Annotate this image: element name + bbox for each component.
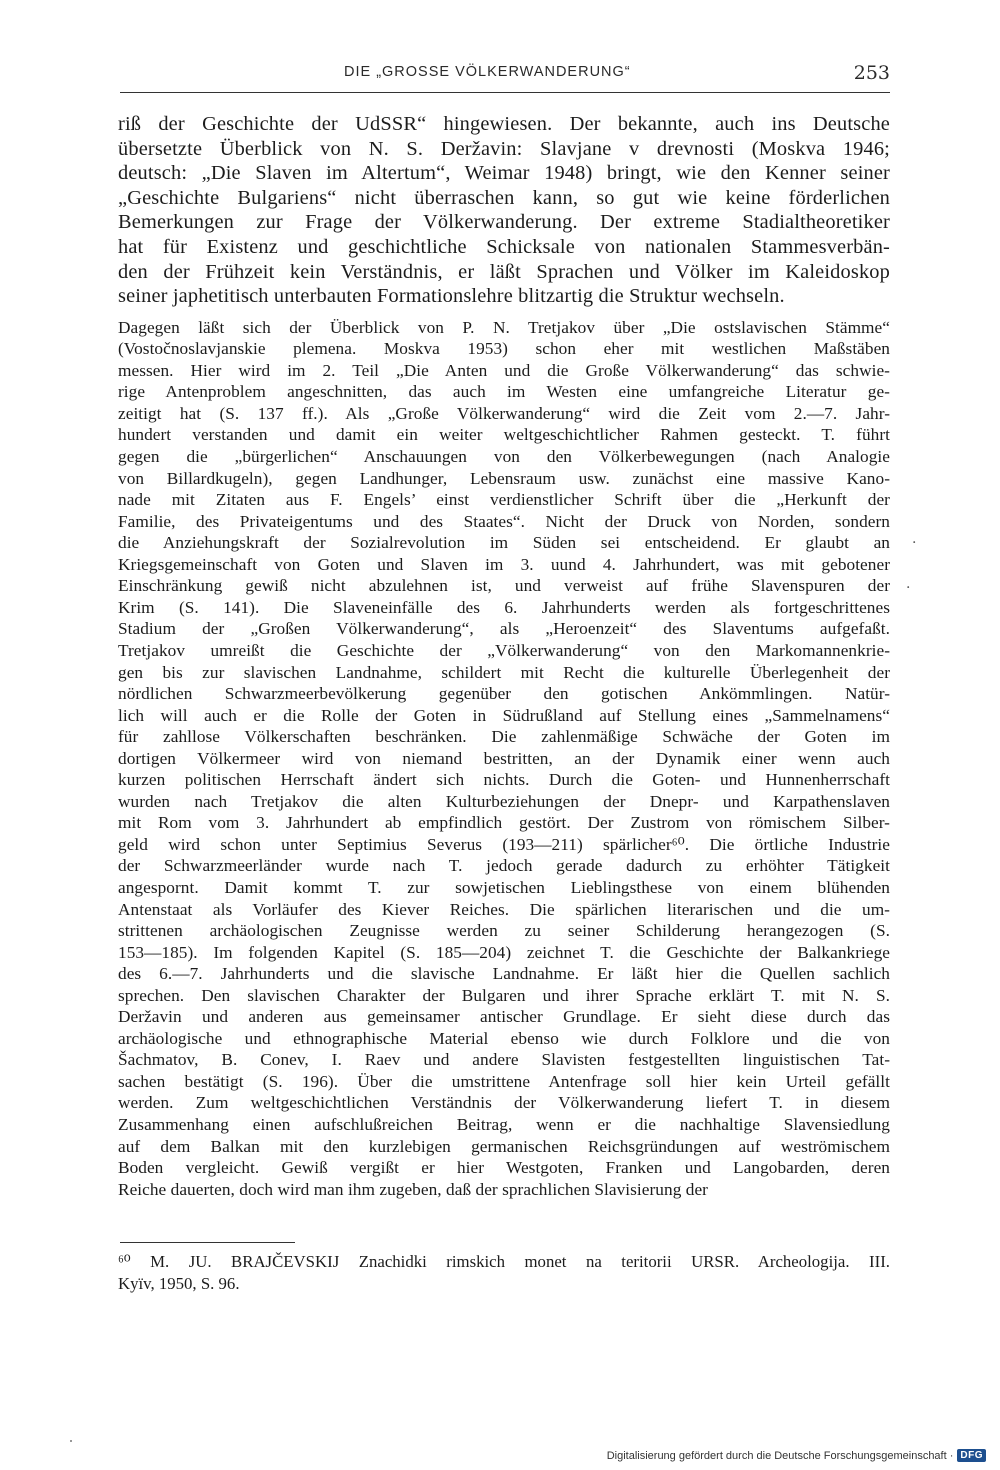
body-text — [118, 112, 890, 1200]
text-line: Bemerkungen zur Frage der Völkerwanderung. Der extreme Stadialtheoretiker — [118, 211, 890, 234]
text-line: für zahllose Völkerschaften beschränken. Die zahlenmäßige Schwäche der Goten im — [118, 727, 890, 747]
text-line: Antenstaat als Vorläufer des Kiever Reiches. Die spärlichen literarischen und die um- — [118, 899, 890, 919]
text-line: Šachmatov, B. Conev, I. Raev und andere Slavisten festgestellten linguistischen Tat- — [118, 1050, 890, 1070]
text-line: gen bis zur slavischen Landnahme, schildert mit Recht die kulturelle Überlegenheit der — [118, 662, 890, 682]
small-print-paragraph — [118, 317, 890, 1200]
text-line: Familie, des Privateigentums und des Staates“. Nicht der Druck von Norden, sondern — [118, 511, 890, 531]
text-line: sprechen. Den slavischen Charakter der Bulgaren und ihrer Sprache erklärt T. mit N. S. — [118, 985, 890, 1005]
text-line: archäologische und ethnographische Material ebenso wie durch Folklore und die von — [118, 1028, 890, 1048]
text-line: hundert verstanden und damit ein weiter weltgeschichtlicher Rahmen gesteckt. T. führt — [118, 425, 890, 445]
text-line: hat für Existenz und geschichtliche Schicksale von nationalen Stammesverbän- — [118, 235, 890, 258]
footnote-line: Kyïv, 1950, S. 96. — [118, 1273, 240, 1293]
text-line: sachen bestätigt (S. 196). Über die umstrittene Antenfrage soll hier kein Urteil gefällt — [118, 1071, 890, 1091]
text-line: messen. Hier wird im 2. Teil „Die Anten und die Große Völkerwanderung“ das schwie- — [118, 360, 890, 380]
margin-mark: · — [912, 535, 917, 551]
text-line: angespornt. Damit kommt T. zur sowjetischen Lieblingsthese von einem blühenden — [118, 877, 890, 897]
text-line: übersetzte Überblick von N. S. Deržavin: Slavjane v drevnosti (Moskva 1946; — [118, 137, 890, 160]
text-line: Einschränkung gewiß nicht abzulehnen ist, und verweist auf frühe Slavenspuren der — [118, 576, 890, 596]
text-line: (Vostočnoslavjanskie plemena. Moskva 1953) schon eher mit westlichen Maßstäben — [118, 339, 890, 359]
text-line: Krim (S. 141). Die Slaveneinfälle des 6. Jahrhunderts werden als fortgeschrittenes — [118, 597, 890, 617]
margin-mark: · — [906, 580, 911, 596]
text-line: Reiche dauerten, doch wird man ihm zugeben, daß der sprachlichen Slavisierung der — [118, 1179, 708, 1199]
text-line: der Schwarzmeerländer wurde nach T. jedoch gerade dadurch zu erhöhter Tätigkeit — [118, 856, 890, 876]
text-line: Zusammenhang einen aufschlußreichen Beitrag, wenn er die nachhaltige Slavensiedlung — [118, 1114, 890, 1134]
text-line: Deržavin und anderen aus gemeinsamer antischer Grundlage. Er sieht diese durch das — [118, 1007, 890, 1027]
text-line: „Geschichte Bulgariens“ nicht überraschen kann, so gut wie keine förderlichen — [118, 186, 890, 209]
text-line: riß der Geschichte der UdSSR“ hingewiesen. Der bekannte, auch ins Deutsche — [118, 113, 890, 135]
digitization-notice-text: Digitalisierung gefördert durch die Deutsche Forschungsgemeinschaft · — [606, 1449, 954, 1462]
text-line: Stadium der „Großen Völkerwanderung“, als „Heroenzeit“ des Slaventums aufgefaßt. — [118, 619, 890, 639]
header-rule — [120, 92, 890, 93]
footnote-line: ⁶⁰ M. JU. BRAJČEVSKIJ Znachidki rimskich monet na teritorii URSR. Archeologija. III. — [118, 1252, 890, 1271]
footnote-60 — [118, 1251, 890, 1294]
text-line: rige Antenproblem angeschnitten, das auch im Westen eine umfangreiche Literatur ge- — [118, 382, 890, 402]
text-line: nördlichen Schwarzmeerbevölkerung gegenüber den gotischen Ankömmlingen. Natür- — [118, 684, 890, 704]
digitization-notice — [607, 1449, 986, 1462]
text-line: gegen die „bürgerlichen“ Anschauungen von den Völkerbewegungen (nach Analogie — [118, 447, 890, 467]
text-line: auf dem Balkan mit den kurzlebigen germanischen Reichsgründungen auf weströmischem — [118, 1136, 890, 1156]
footnote-rule — [120, 1242, 295, 1243]
text-line: dortigen Völkermeer wird von niemand bestritten, an der Dynamik einer wenn auch — [118, 748, 890, 768]
text-line: des 6.—7. Jahrhunderts und die slavische Landnahme. Er läßt hier die Quellen sachlich — [118, 964, 890, 984]
text-line: Tretjakov umreißt die Geschichte der „Völkerwanderung“ von den Markomannenkrie- — [118, 640, 890, 660]
text-line: zeitigt hat (S. 137 ff.). Als „Große Völkerwanderung“ wird die Zeit vom 2.—7. Jahr- — [118, 403, 890, 423]
text-line: nade mit Zitaten aus F. Engels’ einst verdienstlicher Schrift über die „Herkunft der — [118, 490, 890, 510]
main-paragraph — [118, 112, 890, 309]
text-line: strittenen archäologischen Zeugnisse werden zu seiner Schilderung herangezogen (S. — [118, 921, 890, 941]
text-line: deutsch: „Die Slaven im Altertum“, Weimar 1948) bringt, wie den Kenner seiner — [118, 162, 890, 185]
text-line: lich will auch er die Rolle der Goten in Südrußland auf Stellung eines „Sammelnamens“ — [118, 705, 890, 725]
text-line: werden. Zum weltgeschichtlichen Verständnis der Völkerwanderung liefert T. in diesem — [118, 1093, 890, 1113]
text-line: Dagegen läßt sich der Überblick von P. N. Tretjakov über „Die ostslavischen Stämme“ — [118, 317, 890, 337]
text-line: den der Frühzeit kein Verständnis, er läßt Sprachen und Völker im Kaleidoskop — [118, 260, 890, 283]
text-line: von Billardkugeln), gegen Landhunger, Lebensraum usw. zunächst eine massive Kano- — [118, 468, 890, 488]
text-line: kurzen politischen Herrschaft ändert sich nichts. Durch die Goten- und Hunnenherrschaft — [118, 770, 890, 790]
text-line: die Anziehungskraft der Sozialrevolution im Süden sei entscheidend. Er glaubt an — [118, 533, 890, 553]
running-title: DIE „GROSSE VÖLKERWANDERUNG“ — [344, 64, 631, 80]
running-head — [120, 62, 890, 86]
text-line: wurden nach Tretjakov die alten Kulturbeziehungen der Dnepr- und Karpathenslaven — [118, 791, 890, 811]
text-line: geld wird schon unter Septimius Severus (193—211) spärlicher⁶⁰. Die örtliche Industrie — [118, 834, 890, 854]
text-line: Kriegsgemeinschaft von Goten und Slaven im 3. uund 4. Jahrhundert, was mit gebotener — [118, 554, 890, 574]
scan-speck — [70, 1440, 72, 1442]
text-line: seiner japhetitisch unterbauten Formationslehre blitzartig die Struktur wechseln. — [118, 285, 785, 308]
text-line: 153—185). Im folgenden Kapitel (S. 185—204) zeichnet T. die Geschichte der Balkankriege — [118, 942, 890, 962]
text-line: mit Rom vom 3. Jahrhundert ab empfindlich gestört. Der Zustrom von römischem Silber- — [118, 813, 890, 833]
page-number: 253 — [853, 62, 890, 84]
dfg-logo: DFG — [957, 1449, 986, 1462]
text-line: Boden vergleicht. Gewiß vergißt er hier Westgoten, Franken und Langobarden, deren — [118, 1158, 890, 1178]
